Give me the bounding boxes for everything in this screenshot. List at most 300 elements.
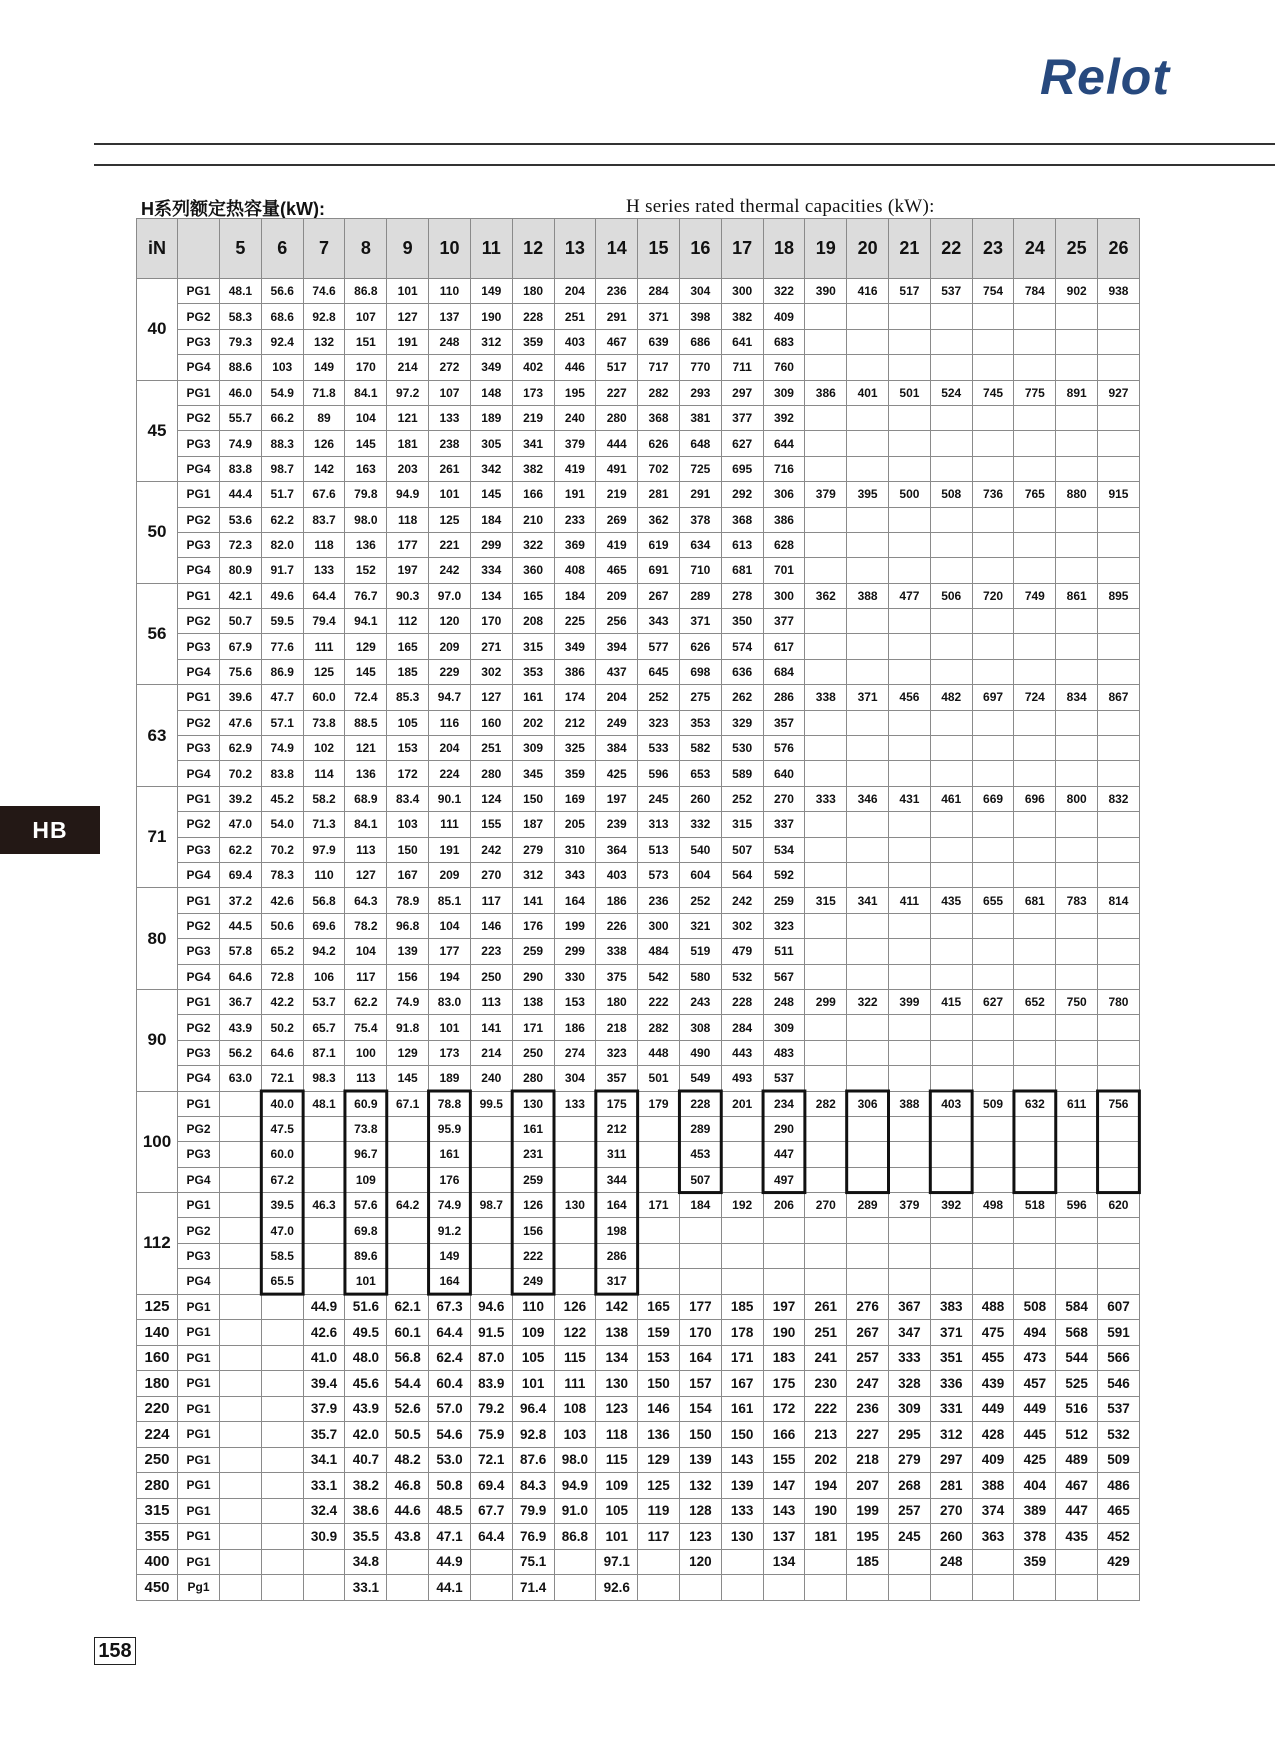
value-cell: 388 [889, 1091, 931, 1116]
value-cell: 60.0 [303, 685, 345, 710]
ratio-header: 26 [1098, 219, 1140, 279]
value-cell: 711 [721, 355, 763, 380]
value-cell: 56.2 [220, 1040, 262, 1065]
value-cell: 55.7 [220, 405, 262, 430]
value-cell [972, 1218, 1014, 1243]
value-cell: 180 [512, 279, 554, 304]
value-cell: 91.0 [554, 1498, 596, 1524]
value-cell: 58.5 [261, 1243, 303, 1268]
value-cell: 227 [596, 380, 638, 405]
value-cell: 84.1 [345, 812, 387, 837]
value-cell: 49.6 [261, 583, 303, 608]
value-cell: 62.2 [261, 507, 303, 532]
value-cell: 218 [847, 1447, 889, 1473]
ratio-header: 18 [763, 219, 805, 279]
value-cell [847, 1066, 889, 1091]
value-cell: 252 [679, 888, 721, 913]
value-cell [1056, 964, 1098, 989]
value-cell: 467 [596, 329, 638, 354]
value-cell [889, 1549, 931, 1575]
value-cell: 236 [847, 1396, 889, 1422]
value-cell: 92.6 [596, 1575, 638, 1601]
value-cell [220, 1549, 262, 1575]
value-cell: 37.9 [303, 1396, 345, 1422]
value-cell: 443 [721, 1040, 763, 1065]
pg-cell: PG2 [178, 304, 220, 329]
value-cell: 84.1 [345, 380, 387, 405]
value-cell: 194 [429, 964, 471, 989]
value-cell: 118 [596, 1422, 638, 1448]
value-cell [1056, 1167, 1098, 1192]
value-cell: 783 [1056, 888, 1098, 913]
value-cell: 289 [679, 1116, 721, 1141]
pg-cell: PG1 [178, 380, 220, 405]
value-cell [889, 964, 931, 989]
table-row [137, 380, 1140, 405]
value-cell [847, 304, 889, 329]
value-cell: 34.1 [303, 1447, 345, 1473]
value-cell [220, 1269, 262, 1294]
value-cell [554, 1269, 596, 1294]
value-cell [1014, 405, 1056, 430]
value-cell: 300 [638, 913, 680, 938]
value-cell [470, 1142, 512, 1167]
value-cell: 178 [721, 1320, 763, 1346]
value-cell: 133 [303, 558, 345, 583]
value-cell: 153 [554, 989, 596, 1014]
value-cell [889, 558, 931, 583]
value-cell: 508 [1014, 1294, 1056, 1320]
value-cell: 87.6 [512, 1447, 554, 1473]
pg-cell: PG2 [178, 1218, 220, 1243]
value-cell: 184 [679, 1193, 721, 1218]
in-cell: 315 [137, 1498, 178, 1524]
table-row [137, 1371, 1140, 1397]
value-cell: 289 [679, 583, 721, 608]
value-cell: 123 [679, 1524, 721, 1550]
value-cell: 533 [638, 736, 680, 761]
value-cell [721, 1116, 763, 1141]
value-cell: 525 [1056, 1371, 1098, 1397]
value-cell: 765 [1014, 482, 1056, 507]
value-cell [1014, 1066, 1056, 1091]
value-cell: 169 [554, 786, 596, 811]
value-cell: 47.7 [261, 685, 303, 710]
value-cell: 74.6 [303, 279, 345, 304]
value-cell: 38.2 [345, 1473, 387, 1499]
value-cell [721, 1243, 763, 1268]
value-cell: 155 [763, 1447, 805, 1473]
value-cell [1014, 1167, 1056, 1192]
value-cell [638, 1218, 680, 1243]
value-cell: 103 [387, 812, 429, 837]
value-cell [889, 329, 931, 354]
value-cell: 67.7 [470, 1498, 512, 1524]
value-cell [1098, 634, 1140, 659]
value-cell: 457 [1014, 1371, 1056, 1397]
value-cell: 71.3 [303, 812, 345, 837]
value-cell [930, 1015, 972, 1040]
value-cell [261, 1422, 303, 1448]
value-cell: 564 [721, 862, 763, 887]
value-cell: 592 [763, 862, 805, 887]
value-cell [1098, 456, 1140, 481]
value-cell: 532 [1098, 1422, 1140, 1448]
value-cell: 532 [721, 964, 763, 989]
value-cell: 122 [554, 1320, 596, 1346]
value-cell: 75.4 [345, 1015, 387, 1040]
value-cell: 290 [512, 964, 554, 989]
value-cell: 582 [679, 736, 721, 761]
pg-cell: PG3 [178, 431, 220, 456]
value-cell [1098, 1575, 1140, 1601]
ratio-header: 15 [638, 219, 680, 279]
value-cell: 379 [554, 431, 596, 456]
value-cell: 125 [638, 1473, 680, 1499]
value-cell [1098, 710, 1140, 735]
value-cell [847, 710, 889, 735]
value-cell: 591 [1098, 1320, 1140, 1346]
value-cell: 323 [763, 913, 805, 938]
value-cell [1056, 1269, 1098, 1294]
value-cell: 56.8 [387, 1345, 429, 1371]
value-cell: 79.3 [220, 329, 262, 354]
value-cell: 350 [721, 609, 763, 634]
value-cell: 91.5 [470, 1320, 512, 1346]
value-cell: 549 [679, 1066, 721, 1091]
value-cell: 381 [679, 405, 721, 430]
value-cell: 94.9 [554, 1473, 596, 1499]
value-cell: 180 [596, 989, 638, 1014]
corner-label: iN [137, 219, 178, 279]
value-cell: 98.0 [554, 1447, 596, 1473]
value-cell: 613 [721, 532, 763, 557]
value-cell [930, 634, 972, 659]
value-cell: 574 [721, 634, 763, 659]
value-cell [303, 1269, 345, 1294]
in-cell: 100 [137, 1091, 178, 1193]
value-cell: 236 [638, 888, 680, 913]
value-cell [387, 1142, 429, 1167]
value-cell: 83.8 [220, 456, 262, 481]
value-cell: 362 [638, 507, 680, 532]
value-cell: 159 [638, 1320, 680, 1346]
table-row [137, 456, 1140, 481]
value-cell: 202 [512, 710, 554, 735]
value-cell: 50.2 [261, 1015, 303, 1040]
value-cell: 141 [470, 1015, 512, 1040]
value-cell: 126 [512, 1193, 554, 1218]
value-cell [1056, 1066, 1098, 1091]
value-cell: 473 [1014, 1345, 1056, 1371]
in-cell: 56 [137, 583, 178, 685]
value-cell: 98.0 [345, 507, 387, 532]
ratio-header: 9 [387, 219, 429, 279]
header-rule-top [94, 143, 1275, 145]
value-cell: 75.9 [470, 1422, 512, 1448]
value-cell: 506 [930, 583, 972, 608]
value-cell: 537 [763, 1066, 805, 1091]
value-cell [972, 710, 1014, 735]
value-cell [1056, 329, 1098, 354]
value-cell: 142 [596, 1294, 638, 1320]
value-cell: 156 [387, 964, 429, 989]
value-cell [889, 1066, 931, 1091]
value-cell: 223 [470, 939, 512, 964]
ratio-header: 22 [930, 219, 972, 279]
value-cell: 101 [596, 1524, 638, 1550]
value-cell: 419 [554, 456, 596, 481]
value-cell [554, 1142, 596, 1167]
value-cell: 323 [596, 1040, 638, 1065]
value-cell: 270 [470, 862, 512, 887]
value-cell: 403 [554, 329, 596, 354]
pg-cell: PG3 [178, 736, 220, 761]
value-cell [805, 1575, 847, 1601]
value-cell [721, 1167, 763, 1192]
value-cell: 120 [679, 1549, 721, 1575]
in-cell: 80 [137, 888, 178, 990]
value-cell: 192 [721, 1193, 763, 1218]
table-row [137, 710, 1140, 735]
pg-cell: PG1 [178, 989, 220, 1014]
pg-cell: PG1 [178, 1473, 220, 1499]
value-cell: 490 [679, 1040, 721, 1065]
value-cell: 143 [763, 1498, 805, 1524]
pg-cell: PG1 [178, 1345, 220, 1371]
value-cell: 92.8 [512, 1422, 554, 1448]
value-cell: 411 [889, 888, 931, 913]
value-cell [1014, 431, 1056, 456]
value-cell: 113 [345, 1066, 387, 1091]
value-cell [1098, 913, 1140, 938]
value-cell: 204 [554, 279, 596, 304]
value-cell: 299 [470, 532, 512, 557]
value-cell: 153 [638, 1345, 680, 1371]
value-cell [972, 405, 1014, 430]
value-cell: 133 [721, 1498, 763, 1524]
value-cell: 286 [763, 685, 805, 710]
value-cell: 228 [512, 304, 554, 329]
value-cell [805, 456, 847, 481]
value-cell: 134 [596, 1345, 638, 1371]
value-cell: 359 [512, 329, 554, 354]
pg-cell: PG3 [178, 939, 220, 964]
value-cell: 132 [679, 1473, 721, 1499]
value-cell: 71.4 [512, 1575, 554, 1601]
value-cell: 259 [763, 888, 805, 913]
value-cell [847, 736, 889, 761]
ratio-header: 6 [261, 219, 303, 279]
value-cell: 697 [972, 685, 1014, 710]
value-cell: 52.6 [387, 1396, 429, 1422]
ratio-header: 20 [847, 219, 889, 279]
value-cell: 127 [470, 685, 512, 710]
value-cell: 309 [889, 1396, 931, 1422]
in-cell: 450 [137, 1575, 178, 1601]
value-cell: 477 [889, 583, 931, 608]
value-cell: 382 [512, 456, 554, 481]
value-cell [1056, 304, 1098, 329]
table-row [137, 583, 1140, 608]
value-cell: 392 [930, 1193, 972, 1218]
value-cell: 146 [638, 1396, 680, 1422]
value-cell: 491 [596, 456, 638, 481]
value-cell: 92.8 [303, 304, 345, 329]
value-cell: 139 [679, 1447, 721, 1473]
value-cell: 48.2 [387, 1447, 429, 1473]
value-cell: 419 [596, 532, 638, 557]
value-cell: 137 [429, 304, 471, 329]
value-cell: 69.4 [220, 862, 262, 887]
table-row [137, 355, 1140, 380]
value-cell [972, 736, 1014, 761]
value-cell: 136 [345, 761, 387, 786]
value-cell: 290 [763, 1116, 805, 1141]
value-cell: 684 [763, 659, 805, 684]
value-cell [889, 304, 931, 329]
value-cell: 209 [429, 634, 471, 659]
value-cell: 89.6 [345, 1243, 387, 1268]
value-cell: 696 [1014, 786, 1056, 811]
pg-cell: PG3 [178, 532, 220, 557]
value-cell: 46.0 [220, 380, 262, 405]
value-cell: 276 [847, 1294, 889, 1320]
value-cell [889, 1015, 931, 1040]
value-cell: 72.4 [345, 685, 387, 710]
value-cell: 338 [805, 685, 847, 710]
value-cell [847, 913, 889, 938]
pg-cell: PG4 [178, 761, 220, 786]
value-cell: 68.6 [261, 304, 303, 329]
value-cell [387, 1167, 429, 1192]
value-cell: 208 [512, 609, 554, 634]
value-cell: 456 [889, 685, 931, 710]
value-cell: 345 [512, 761, 554, 786]
value-cell: 56.6 [261, 279, 303, 304]
value-cell: 486 [1098, 1473, 1140, 1499]
value-cell: 50.5 [387, 1422, 429, 1448]
value-cell [387, 1116, 429, 1141]
value-cell: 245 [638, 786, 680, 811]
value-cell [972, 1040, 1014, 1065]
value-cell: 119 [638, 1498, 680, 1524]
table-row [137, 1345, 1140, 1371]
value-cell [847, 1040, 889, 1065]
value-cell: 133 [429, 405, 471, 430]
table-row [137, 1294, 1140, 1320]
value-cell: 465 [596, 558, 638, 583]
in-cell: 40 [137, 279, 178, 381]
value-cell [1056, 532, 1098, 557]
value-cell [1014, 507, 1056, 532]
value-cell: 42.0 [345, 1422, 387, 1448]
value-cell: 310 [554, 837, 596, 862]
value-cell: 367 [889, 1294, 931, 1320]
value-cell: 47.6 [220, 710, 262, 735]
value-cell [889, 1116, 931, 1141]
value-cell: 97.1 [596, 1549, 638, 1575]
value-cell: 60.0 [261, 1142, 303, 1167]
value-cell [679, 1269, 721, 1294]
value-cell: 449 [1014, 1396, 1056, 1422]
table-row [137, 1091, 1140, 1116]
value-cell [930, 532, 972, 557]
value-cell: 425 [1014, 1447, 1056, 1473]
value-cell: 171 [638, 1193, 680, 1218]
value-cell: 415 [930, 989, 972, 1014]
value-cell [1014, 329, 1056, 354]
value-cell: 927 [1098, 380, 1140, 405]
value-cell [470, 1243, 512, 1268]
value-cell: 150 [721, 1422, 763, 1448]
table-row [137, 685, 1140, 710]
value-cell [1056, 710, 1098, 735]
value-cell: 42.6 [261, 888, 303, 913]
value-cell [721, 1575, 763, 1601]
value-cell: 72.1 [261, 1066, 303, 1091]
value-cell: 129 [638, 1447, 680, 1473]
value-cell: 509 [1098, 1447, 1140, 1473]
value-cell: 137 [763, 1524, 805, 1550]
value-cell: 479 [721, 939, 763, 964]
value-cell [930, 939, 972, 964]
value-cell: 716 [763, 456, 805, 481]
value-cell [889, 1218, 931, 1243]
value-cell [805, 609, 847, 634]
value-cell: 46.8 [387, 1473, 429, 1499]
value-cell [554, 1218, 596, 1243]
value-cell: 641 [721, 329, 763, 354]
value-cell [1098, 405, 1140, 430]
value-cell [805, 939, 847, 964]
value-cell: 938 [1098, 279, 1140, 304]
value-cell [220, 1473, 262, 1499]
value-cell: 72.8 [261, 964, 303, 989]
value-cell: 44.1 [429, 1575, 471, 1601]
ratio-header: 11 [470, 219, 512, 279]
value-cell: 516 [1056, 1396, 1098, 1422]
value-cell: 261 [429, 456, 471, 481]
value-cell [889, 736, 931, 761]
table-row [137, 1473, 1140, 1499]
value-cell: 39.4 [303, 1371, 345, 1397]
value-cell: 101 [387, 279, 429, 304]
value-cell [1098, 659, 1140, 684]
value-cell [889, 659, 931, 684]
value-cell: 173 [429, 1040, 471, 1065]
value-cell: 107 [429, 380, 471, 405]
value-cell: 259 [512, 939, 554, 964]
value-cell [387, 1575, 429, 1601]
value-cell: 74.9 [429, 1193, 471, 1218]
value-cell: 110 [303, 862, 345, 887]
value-cell: 54.6 [429, 1422, 471, 1448]
value-cell: 330 [554, 964, 596, 989]
value-cell: 30.9 [303, 1524, 345, 1550]
value-cell: 185 [847, 1549, 889, 1575]
value-cell [805, 558, 847, 583]
value-cell: 620 [1098, 1193, 1140, 1218]
value-cell: 315 [512, 634, 554, 659]
value-cell: 683 [763, 329, 805, 354]
value-cell: 465 [1098, 1498, 1140, 1524]
value-cell: 94.7 [429, 685, 471, 710]
value-cell: 312 [512, 862, 554, 887]
value-cell: 295 [889, 1422, 931, 1448]
value-cell: 68.9 [345, 786, 387, 811]
value-cell: 577 [638, 634, 680, 659]
